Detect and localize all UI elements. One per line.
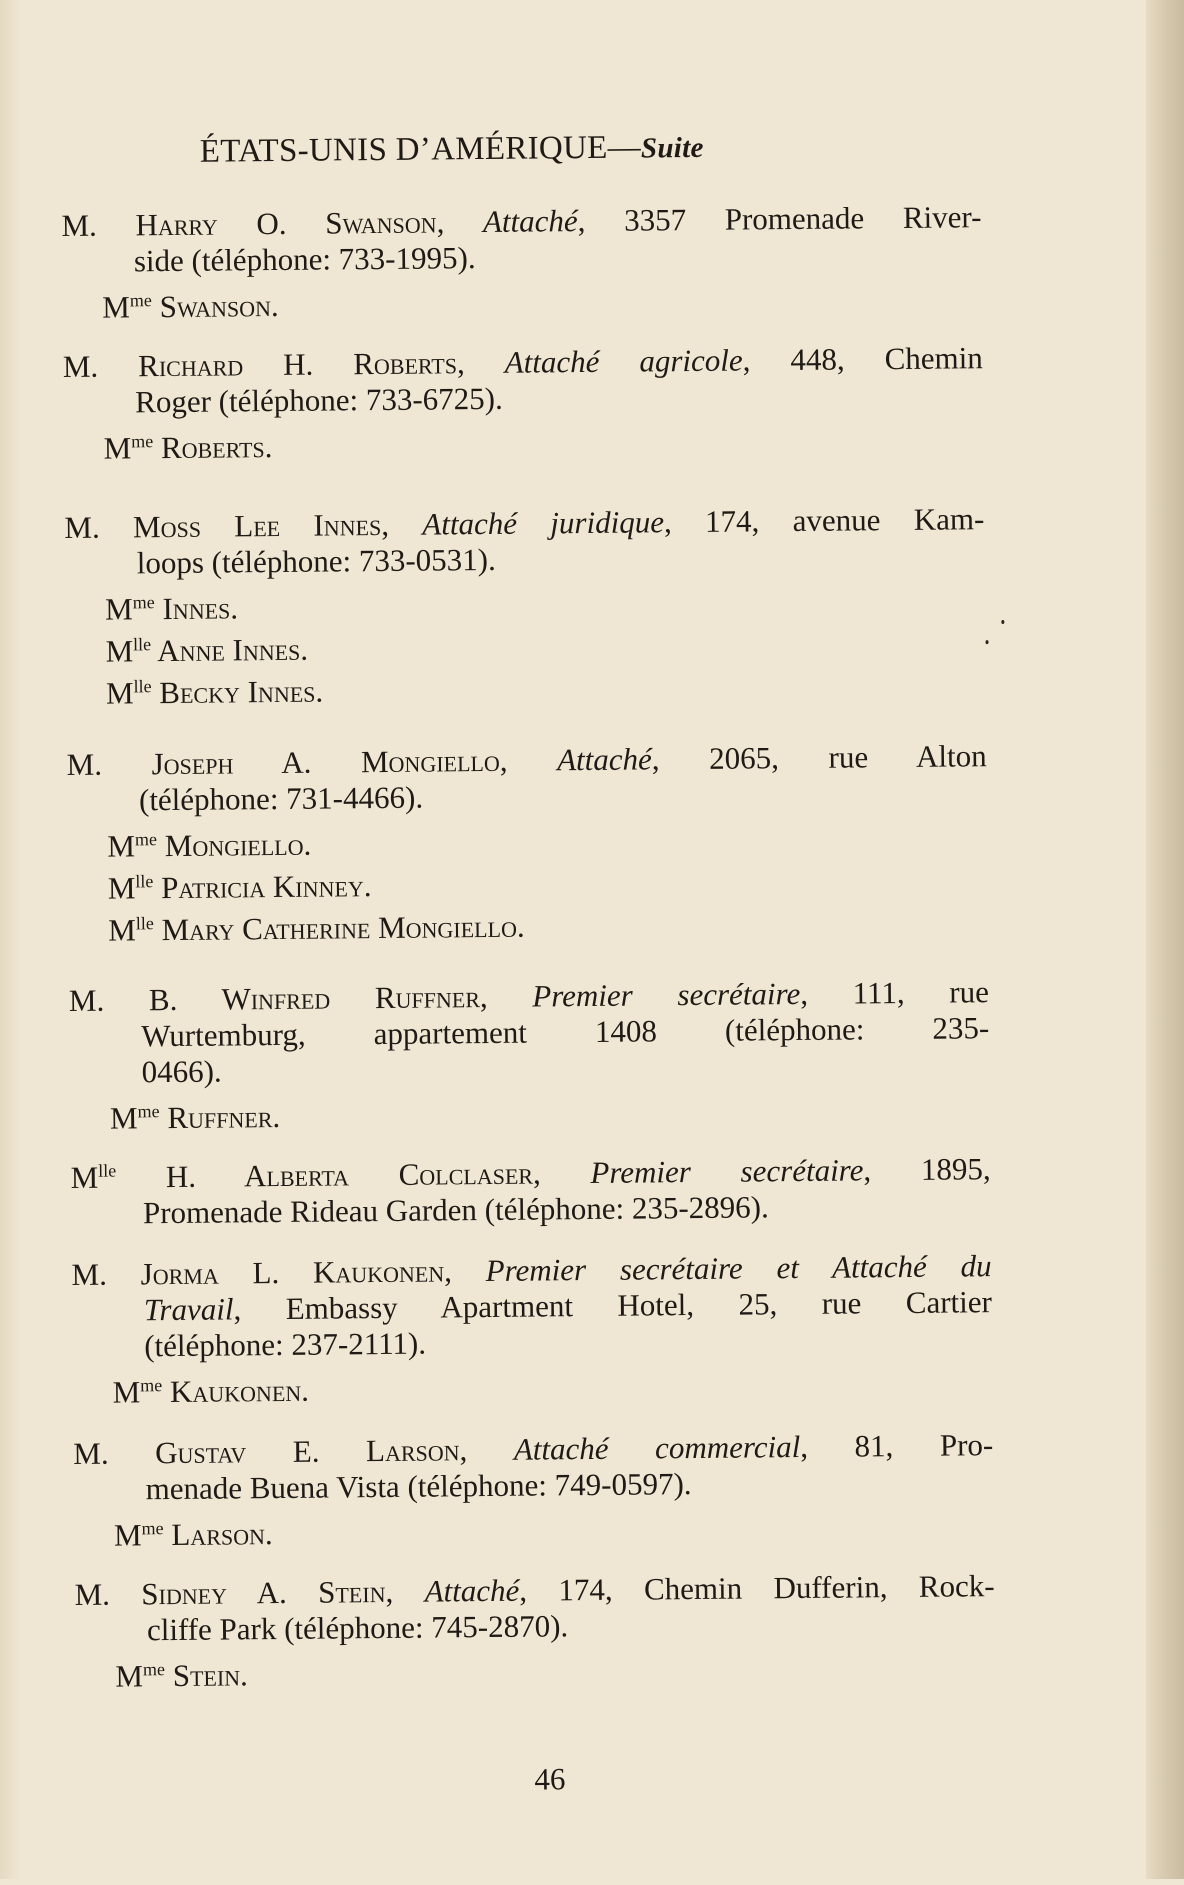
entry-continuation: cliffe Park (téléphone: 745-2870). — [146, 1608, 569, 1648]
entry-sep: , — [499, 742, 558, 778]
entry-name: Moss Lee Innes — [132, 506, 382, 545]
directory-entry — [71, 1248, 992, 1411]
spouse-title-sup: me — [134, 829, 158, 850]
paper-speck — [986, 640, 989, 644]
spouse-line — [74, 1509, 994, 1554]
entry-continuation: Roger (téléphone: 733-6725). — [135, 380, 503, 420]
entry-continuation: side (téléphone: 733-1995). — [133, 240, 476, 279]
entry-sep: , — [381, 506, 423, 542]
entry-name: Jorma L. Kaukonen — [140, 1253, 445, 1292]
entry-sep: , — [385, 1573, 425, 1609]
entry-address: , 3357 Promenade River- — [577, 199, 982, 239]
spouse-line — [65, 583, 985, 628]
entry-address: , 2065, rue Alton — [651, 738, 987, 777]
entry-role: Premier secrétaire — [532, 975, 801, 1014]
directory-entry — [64, 501, 986, 712]
entry-title-sup: lle — [98, 1160, 117, 1181]
paper-speck — [1001, 620, 1004, 624]
entry-sep: , — [436, 203, 484, 240]
entry-role: Attaché agricole — [504, 342, 743, 380]
spouse-title-sup: me — [132, 592, 155, 613]
spouse-name: Patricia Kinney. — [153, 868, 372, 906]
entry-name: Gustav E. Larson — [154, 1432, 460, 1471]
entry-title: M. — [62, 348, 139, 385]
directory-entry — [69, 974, 990, 1137]
entry-name: B. Winfred Ruffner — [148, 979, 481, 1018]
entry-title: M. — [71, 1256, 141, 1292]
spouse-title-sup: me — [140, 1375, 163, 1396]
directory-entry — [70, 1151, 991, 1232]
entry-role: Attaché — [556, 741, 652, 778]
entry-title: M. — [68, 982, 150, 1019]
entry-role: Attaché — [424, 1572, 520, 1609]
spouse-title-sup: lle — [135, 871, 154, 892]
entry-continuation: Promenade Rideau Garden (téléphone: 235-2896). — [142, 1189, 769, 1231]
entry-title: M — [70, 1159, 99, 1195]
entry-continuation: 0466). — [141, 1053, 222, 1090]
directory-entry — [63, 340, 984, 467]
spouse-line — [75, 1650, 995, 1695]
directory-entry — [67, 738, 989, 949]
entry-role: Attaché juridique — [422, 504, 665, 542]
spouse-title-sup: lle — [133, 634, 152, 655]
page-number: 46 — [534, 1761, 566, 1797]
spouse-line — [68, 904, 988, 949]
spouse-title-sup: me — [137, 1101, 160, 1122]
entry-title: M. — [61, 207, 136, 244]
spouse-line — [62, 281, 982, 326]
entry-title: M. — [74, 1576, 142, 1612]
spouse-title: M — [105, 633, 134, 669]
entry-role-cont: Travail — [143, 1291, 234, 1328]
entry-name: Harry O. Swanson — [135, 204, 437, 243]
spouse-title: M — [107, 828, 136, 864]
spouse-name: Swanson. — [151, 287, 279, 325]
spouse-name: Kaukonen. — [162, 1372, 310, 1410]
spouse-name: Becky Innes. — [151, 673, 324, 711]
spouse-title: M — [108, 912, 137, 948]
entry-continuation: loops (téléphone: 733-0531). — [136, 541, 496, 581]
spouse-name: Mary Catherine Mongiello. — [153, 908, 525, 948]
directory-entry — [61, 199, 982, 326]
entry-sep: , — [479, 978, 533, 1015]
spouse-title: M — [105, 675, 134, 711]
entry-role: Premier secrétaire et Attaché du — [485, 1248, 992, 1289]
spouse-title-sup: lle — [133, 676, 152, 697]
spouse-title: M — [102, 289, 131, 325]
entry-continuation: menade Buena Vista (téléphone: 749-0597). — [145, 1466, 692, 1507]
spouse-name: Innes. — [154, 590, 239, 627]
spouse-title-sup: me — [129, 290, 152, 311]
entry-title: M. — [66, 746, 152, 783]
heading-title: ÉTATS-UNIS D’AMÉRIQUE— — [199, 129, 642, 170]
spouse-line — [73, 1366, 993, 1411]
directory-entry — [74, 1568, 995, 1695]
spouse-line — [67, 820, 987, 865]
entry-address: , 448, Chemin — [742, 340, 983, 378]
spouse-title-sup: me — [142, 1659, 166, 1680]
entry-sep: , — [456, 344, 505, 381]
spouse-name: Mongiello. — [156, 826, 312, 864]
spouse-line — [66, 667, 986, 712]
spouse-title: M — [113, 1517, 142, 1553]
entry-sep: , — [459, 1431, 515, 1468]
spouse-name: Ruffner. — [159, 1098, 281, 1136]
spouse-title-sup: lle — [135, 913, 154, 934]
spouse-line — [68, 862, 988, 907]
spouse-name: Stein. — [164, 1657, 249, 1694]
spouse-title: M — [107, 870, 136, 906]
spouse-line — [63, 422, 983, 467]
entry-sep: , — [443, 1253, 486, 1289]
spouse-title: M — [105, 591, 133, 627]
spouse-title: M — [109, 1100, 138, 1136]
entry-name: Joseph A. Mongiello — [151, 742, 500, 782]
entry-continuation: (téléphone: 237-2111). — [144, 1325, 427, 1364]
entry-address: , 174, Chemin Dufferin, Rock- — [519, 1568, 995, 1608]
spouse-line — [70, 1092, 990, 1137]
spouse-name: Larson. — [163, 1516, 273, 1553]
entry-sep: , — [532, 1155, 591, 1191]
entry-address: , 1895, — [863, 1151, 991, 1188]
entry-title: M. — [73, 1435, 156, 1471]
page-heading — [200, 129, 704, 171]
entry-role: Attaché commercial — [513, 1429, 801, 1467]
entry-address: , 174, avenue Kam- — [663, 501, 985, 540]
spouse-title: M — [112, 1374, 141, 1410]
entry-address: , 81, Pro- — [800, 1427, 994, 1465]
spouse-name: Anne Innes. — [150, 631, 309, 669]
directory-entry — [73, 1427, 994, 1554]
entry-address: , 111, rue — [800, 974, 990, 1011]
entry-name: Richard H. Roberts — [137, 345, 458, 384]
spouse-title: M — [103, 430, 132, 466]
entry-continuation: Wurtemburg, appartement 1408 (téléphone: 235- — [141, 1010, 990, 1054]
entry-role: Attaché — [482, 203, 578, 239]
entry-address: , Embassy Apartment Hotel, 25, rue Cartier — [233, 1284, 993, 1327]
entry-name: Sidney A. Stein — [141, 1573, 386, 1612]
spouse-name: Roberts. — [153, 429, 273, 466]
entry-role: Premier secrétaire — [590, 1152, 864, 1191]
entry-name: H. Alberta Colclaser — [116, 1155, 534, 1195]
heading-suite: Suite — [640, 131, 704, 165]
entry-continuation: (téléphone: 731-4466). — [138, 779, 424, 818]
spouse-title-sup: me — [141, 1518, 164, 1539]
spouse-title: M — [115, 1658, 144, 1694]
entry-title: M. — [64, 509, 134, 546]
spouse-title-sup: me — [131, 431, 154, 452]
spouse-line — [65, 625, 985, 670]
